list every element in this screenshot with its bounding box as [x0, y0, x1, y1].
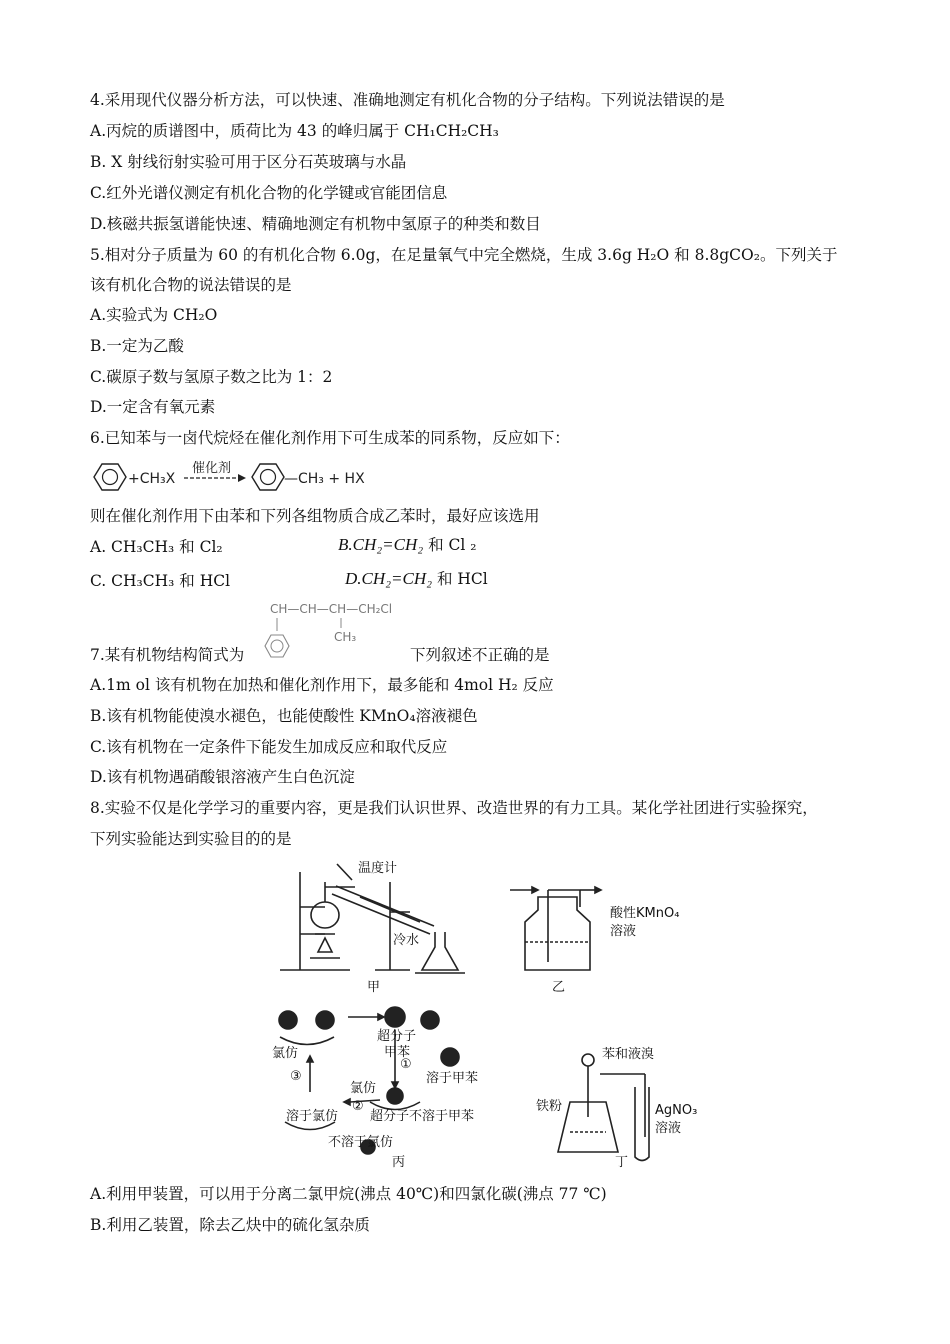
label-dissolve-toluene: 溶于甲苯 [426, 1071, 479, 1086]
q5-option-b: B.一定为乙酸 [90, 337, 184, 355]
q4-option-b: B. X 射线衍射实验可用于区分石英玻璃与水晶 [90, 153, 407, 171]
benzene-ring-product [252, 464, 284, 490]
q6-option-b [338, 535, 476, 555]
q6-option-a: A. CH₃CH₃ 和 Cl₂ [90, 538, 223, 556]
label-step1: ① [400, 1057, 412, 1072]
q4-option-c: C.红外光谱仪测定有机化合物的化学键或官能团信息 [90, 184, 448, 202]
q7-option-b: B.该有机物能使溴水褪色，也能使酸性 KMnO₄溶液褪色 [90, 707, 478, 725]
q7-struct-chain: CH—CH—CH—CH₂Cl [270, 602, 393, 616]
label-agno3-1: AgNO₃ [655, 1103, 698, 1118]
q7-option-d: D.该有机物遇硝酸银溶液产生白色沉淀 [90, 768, 355, 786]
label-supramolecule-1: 超分子 [377, 1029, 417, 1044]
q5-option-d: D.一定含有氧元素 [90, 398, 216, 416]
label-jia: 甲 [367, 980, 381, 995]
q6-stem-line2: 则在催化剂作用下由苯和下列各组物质合成乙苯时，最好应该选用 [90, 507, 540, 525]
apparatus-ding [558, 1054, 649, 1161]
q6-option-d-formula: D.CH₂=CH₂ [345, 569, 433, 588]
label-insoluble-chloroform: 不溶于氯仿 [328, 1135, 394, 1150]
label-bing: 丙 [392, 1155, 406, 1170]
label-supramolecule-2: 甲苯 [384, 1045, 411, 1060]
q4-stem: 4.采用现代仪器分析方法，可以快速、准确地测定有机化合物的分子结构。下列说法错误的是 [90, 91, 725, 109]
label-insoluble-toluene: 超分子不溶于甲苯 [370, 1109, 475, 1124]
label-dissolve-chloroform: 溶于氯仿 [286, 1109, 339, 1124]
q8-option-a: A.利用甲装置，可以用于分离二氯甲烷(沸点 40℃)和四氯化碳(沸点 77 ℃) [90, 1185, 607, 1203]
q5-stem-line2: 该有机化合物的说法错误的是 [90, 276, 292, 294]
q5-stem-line1: 5.相对分子质量为 60 的有机化合物 6.0g，在足量氧气中完全燃烧，生成 3.6g H₂O 和 8.8gCO₂。下列关于 [90, 246, 838, 264]
q8-apparatus-figure [270, 852, 710, 1174]
q6-stem: 6.已知苯与一卤代烷烃在催化剂作用下可生成苯的同系物，反应如下： [90, 429, 570, 447]
label-chloroform-a: 氯仿 [272, 1046, 299, 1061]
eq-catalyst: 催化剂 [192, 461, 232, 476]
q6-option-b-formula: B.CH₂=CH₂ [338, 535, 424, 554]
q6-option-c: C. CH₃CH₃ 和 HCl [90, 572, 231, 590]
q6-option-b-rest: 和 Cl ₂ [423, 536, 477, 554]
label-step3: ③ [290, 1069, 302, 1084]
q7-option-c: C.该有机物在一定条件下能发生加成反应和取代反应 [90, 738, 448, 756]
label-kmno4-1: 酸性KMnO₄ [610, 906, 680, 921]
eq-reagent: +CH₃X [128, 471, 176, 487]
eq-arrowhead [238, 474, 246, 482]
q7-stem-prefix: 7.某有机物结构简式为 [90, 646, 245, 664]
label-thermometer: 温度计 [358, 861, 398, 876]
q5-option-a: A.实验式为 CH₂O [90, 306, 218, 324]
label-step2: ② [352, 1099, 364, 1114]
apparatus-jia [280, 864, 465, 973]
q8-option-b: B.利用乙装置，除去乙炔中的硫化氢杂质 [90, 1216, 370, 1234]
eq-product: —CH₃ + HX [284, 471, 365, 487]
label-ding: 丁 [615, 1155, 629, 1170]
label-yi: 乙 [552, 980, 566, 995]
q6-option-d [345, 569, 488, 589]
label-chloroform-b: 氯仿 [350, 1081, 377, 1096]
q7-structure-formula [262, 597, 412, 665]
q7-option-a: A.1m ol 该有机物在加热和催化剂作用下，最多能和 4mol H₂ 反应 [90, 676, 554, 694]
q6-reaction-equation [88, 456, 388, 496]
q4-option-a: A.丙烷的质谱图中，质荷比为 43 的峰归属于 CH₁CH₂CH₃ [90, 122, 499, 140]
q5-option-c: C.碳原子数与氢原子数之比为 1：2 [90, 368, 333, 386]
label-iron: 铁粉 [536, 1099, 563, 1114]
q6-option-d-rest: 和 HCl [432, 570, 488, 588]
q7-benzene-ring [265, 635, 289, 657]
q7-struct-branch: CH₃ [334, 630, 357, 644]
label-cold-water: 冷水 [393, 933, 420, 948]
label-agno3-2: 溶液 [655, 1121, 682, 1136]
label-kmno4-2: 溶液 [610, 924, 637, 939]
apparatus-yi [510, 887, 601, 970]
q8-stem-line1: 8.实验不仅是化学学习的重要内容，更是我们认识世界、改造世界的有力工具。某化学社团进行实验探究， [90, 799, 818, 817]
q4-option-d: D.核磁共振氢谱能快速、精确地测定有机物中氢原子的种类和数目 [90, 215, 541, 233]
benzene-ring-reactant [94, 464, 126, 490]
label-benzene-bromine: 苯和液溴 [602, 1047, 655, 1062]
q8-stem-line2: 下列实验能达到实验目的的是 [90, 830, 292, 848]
q7-stem-suffix: 下列叙述不正确的是 [410, 646, 550, 664]
